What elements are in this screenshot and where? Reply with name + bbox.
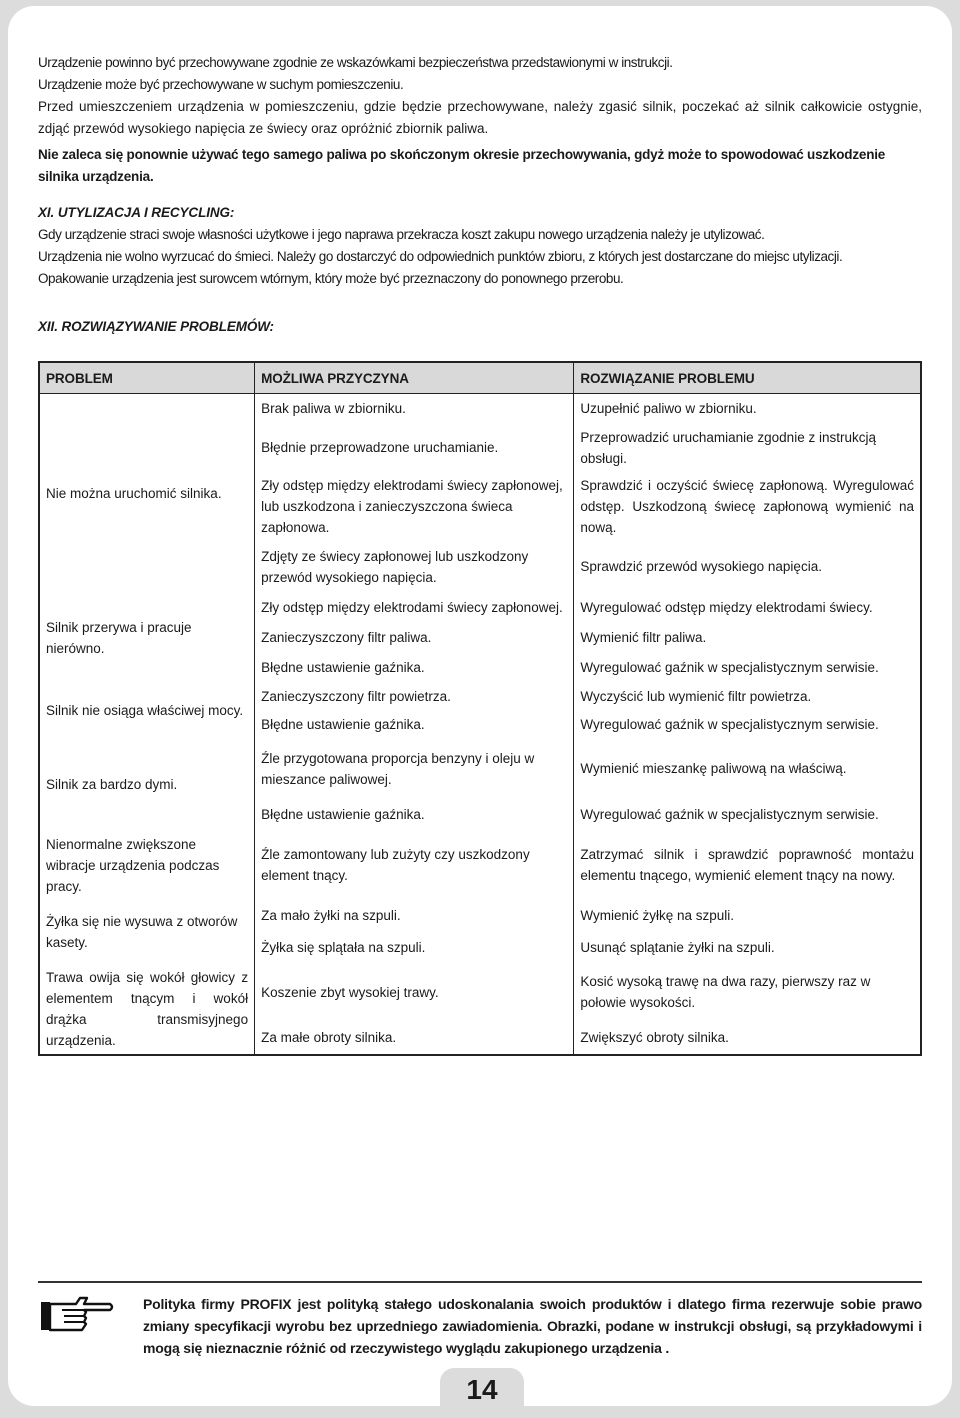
solution-cell: Usunąć splątanie żyłki na szpuli. (574, 932, 921, 964)
troubleshooting-table (38, 361, 922, 1056)
solution-cell: Zatrzymać silnik i sprawdzić poprawność montażu elementu tnącego, wymienić element tnący na nowy. (574, 831, 921, 900)
table-row (39, 831, 921, 900)
solution-cell: Przeprowadzić uruchamianie zgodnie z instrukcją obsługi. (574, 424, 921, 472)
table-row (39, 394, 921, 424)
problem-cell: Silnik za bardzo dymi. (39, 739, 255, 831)
solution-cell: Zwiększyć obroty silnika. (574, 1021, 921, 1054)
recycling-heading: XI. UTYLIZACJA I RECYCLING: (38, 205, 235, 220)
cause-cell: Źle przygotowana proporcja benzyny i oleju w mieszance paliwowej. (255, 739, 574, 799)
problem-cell: Silnik przerywa i pracuje nierówno. (39, 593, 255, 683)
cause-cell: Zły odstęp między elektrodami świecy zapłonowej. (255, 593, 574, 623)
column-header-cause: MOŻLIWA PRZYCZYNA (255, 362, 574, 394)
cause-cell: Błędnie przeprowadzone uruchamianie. (255, 424, 574, 472)
cause-cell: Koszenie zbyt wysokiej trawy. (255, 964, 574, 1022)
problem-cell: Nie można uruchomić silnika. (39, 394, 255, 593)
cause-cell: Źle zamontowany lub zużyty czy uszkodzony element tnący. (255, 831, 574, 900)
storage-paragraph-2: Urządzenie może być przechowywane w suchym pomieszczeniu. (38, 77, 404, 92)
table-row (39, 683, 921, 711)
problem-cell: Silnik nie osiąga właściwej mocy. (39, 683, 255, 739)
table-row (39, 593, 921, 623)
cause-cell: Brak paliwa w zbiorniku. (255, 394, 574, 424)
company-policy-note: Polityka firmy PROFIX jest polityką stałego udoskonalania swoich produktów i dlatego firma rezerwuje sobie prawo zmiany specyfikacji wyrobu bez uprzedniego zawiadomienia. Obrazki, podane w instrukcji obsługi, są przykładowymi i mogą się nieznacznie różnić od rzeczywistego wyglądu zakupionego urządzenia . (143, 1296, 922, 1356)
solution-cell: Wymienić filtr paliwa. (574, 623, 921, 653)
page-content (38, 52, 922, 338)
table-header-row (39, 362, 921, 394)
storage-paragraph-3: Przed umieszczeniem urządzenia w pomieszczeniu, gdzie będzie przechowywane, należy zgasić silnik, poczekać aż silnik całkowicie ostygnie, zdjąć przewód wysokiego napięcia ze świecy oraz opróżnić zbiornik paliwa. (38, 99, 922, 136)
pointing-hand-icon (40, 1292, 114, 1338)
problem-cell: Trawa owija się wokół głowicy z elementem tnącym i wokół drążka transmisyjnego urządzenia. (39, 964, 255, 1055)
solution-cell: Wyregulować gaźnik w specjalistycznym serwisie. (574, 653, 921, 683)
page-number: 14 (466, 1374, 498, 1405)
table-row (39, 739, 921, 799)
recycling-paragraph-2: Urządzenia nie wolno wyrzucać do śmieci. Należy go dostarczyć do odpowiednich punktów zbioru, z których jest dostarczane do miejsc utylizacji. (38, 249, 843, 264)
cause-cell: Zdjęty ze świecy zapłonowej lub uszkodzony przewód wysokiego napięcia. (255, 541, 574, 593)
column-header-problem: PROBLEM (39, 362, 255, 394)
storage-paragraph-1: Urządzenie powinno być przechowywane zgodnie ze wskazówkami bezpieczeństwa przedstawionymi w instrukcji. (38, 55, 673, 70)
recycling-paragraph-3: Opakowanie urządzenia jest surowcem wtórnym, który może być przeznaczony do ponownego przerobu. (38, 271, 624, 286)
cause-cell: Zły odstęp między elektrodami świecy zapłonowej, lub uszkodzona i zanieczyszczona świeca zapłonowa. (255, 472, 574, 541)
cause-cell: Błędne ustawienie gaźnika. (255, 711, 574, 739)
fuel-warning: Nie zaleca się ponownie używać tego samego paliwa po skończonym okresie przechowywania, gdyż może to spowodować uszkodzenie silnika urządzenia. (38, 147, 886, 184)
cause-cell: Zanieczyszczony filtr paliwa. (255, 623, 574, 653)
cause-cell: Za małe obroty silnika. (255, 1021, 574, 1054)
column-header-solution: ROZWIĄZANIE PROBLEMU (574, 362, 921, 394)
recycling-paragraph-1: Gdy urządzenie straci swoje własności użytkowe i jego naprawa przekracza koszt zakupu nowego urządzenia należy je utylizować. (38, 227, 765, 242)
solution-cell: Sprawdzić przewód wysokiego napięcia. (574, 541, 921, 593)
solution-cell: Sprawdzić i oczyścić świecę zapłonową. Wyregulować odstęp. Uszkodzoną świecę zapłonową wymienić na nową. (574, 472, 921, 541)
cause-cell: Błędne ustawienie gaźnika. (255, 653, 574, 683)
cause-cell: Błędne ustawienie gaźnika. (255, 799, 574, 831)
solution-cell: Wyregulować gaźnik w specjalistycznym serwisie. (574, 799, 921, 831)
solution-cell: Wyregulować odstęp między elektrodami świecy. (574, 593, 921, 623)
solution-cell: Wyregulować gaźnik w specjalistycznym serwisie. (574, 711, 921, 739)
problem-cell: Nienormalne zwiększone wibracje urządzenia podczas pracy. (39, 831, 255, 900)
solution-cell: Wymienić żyłkę na szpuli. (574, 900, 921, 932)
problem-cell: Żyłka się nie wysuwa z otworów kasety. (39, 900, 255, 964)
table-row (39, 964, 921, 1022)
solution-cell: Wymienić mieszankę paliwową na właściwą. (574, 739, 921, 799)
solution-cell: Kosić wysoką trawę na dwa razy, pierwszy raz w połowie wysokości. (574, 964, 921, 1022)
cause-cell: Zanieczyszczony filtr powietrza. (255, 683, 574, 711)
cause-cell: Żyłka się splątała na szpuli. (255, 932, 574, 964)
table-row (39, 900, 921, 932)
cause-cell: Za mało żyłki na szpuli. (255, 900, 574, 932)
troubleshooting-heading: XII. ROZWIĄZYWANIE PROBLEMÓW: (38, 319, 274, 334)
solution-cell: Wyczyścić lub wymienić filtr powietrza. (574, 683, 921, 711)
solution-cell: Uzupełnić paliwo w zbiorniku. (574, 394, 921, 424)
footer-divider (38, 1281, 922, 1283)
